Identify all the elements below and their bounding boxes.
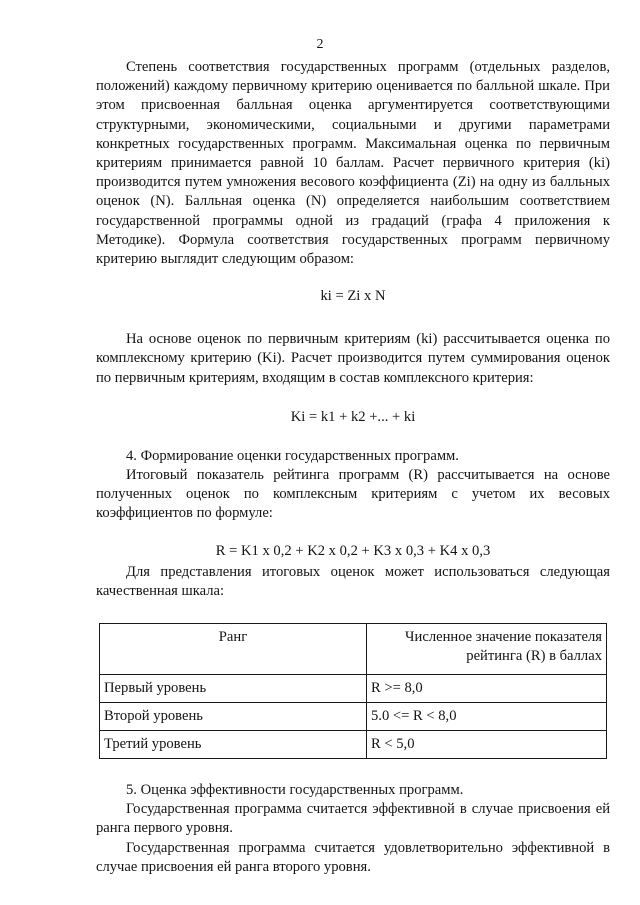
- document-body: [96, 58, 610, 877]
- paragraph-satisfactory: Государственная программа считается удовлетворительно эффективной в случае присвоения ей ранга второго уровня.: [96, 839, 610, 875]
- header-rank: Ранг: [100, 624, 367, 675]
- rank-scale-table: [99, 623, 607, 759]
- value-cell: R >= 8,0: [367, 675, 607, 703]
- formula-complex-criterion: Ki = k1 + k2 +... + ki: [290, 408, 416, 425]
- formula-rating: R = K1 x 0,2 + K2 x 0,2 + K3 x 0,3 + K4 x 0,3: [215, 542, 491, 559]
- rank-cell: Третий уровень: [100, 731, 367, 759]
- header-numeric-value: [367, 624, 607, 675]
- formula-primary-criterion: ki = Zi x N: [320, 288, 386, 305]
- table-row: [100, 675, 607, 703]
- section-5-title: 5. Оценка эффективности государственных программ.: [126, 782, 464, 799]
- rank-cell: Второй уровень: [100, 703, 367, 731]
- paragraph-quality-scale: Для представления итоговых оценок может использоваться следующая качественная шкала:: [96, 563, 610, 599]
- page-number: 2: [316, 37, 324, 52]
- table-row: [100, 731, 607, 759]
- header-value-line2: рейтинга (R) в баллах: [466, 648, 602, 665]
- paragraph-complex-criterion: На основе оценок по первичным критериям (ki) рассчитывается оценка по комплексному критерию (Ki). Расчет производится путем суммирования оценок по первичным критериям, входящим в состав комплексного критерия:: [96, 331, 610, 386]
- paragraph-rating-indicator: Итоговый показатель рейтинга программ (R) рассчитывается на основе полученных оценок по комплексным критериям с учетом их весовых коэффициентов по формуле:: [96, 467, 610, 522]
- table-header-row: [100, 624, 607, 675]
- rank-cell: Первый уровень: [100, 675, 367, 703]
- value-cell: R < 5,0: [367, 731, 607, 759]
- value-cell: 5.0 <= R < 8,0: [367, 703, 607, 731]
- section-4-title: 4. Формирование оценки государственных программ.: [126, 447, 459, 464]
- paragraph-effective: Государственная программа считается эффективной в случае присвоения ей ранга первого уровня.: [96, 801, 610, 837]
- paragraph-scoring-method: Степень соответствия государственных программ (отдельных разделов, положений) каждому первичному критерию оценивается по балльной шкале. При этом присвоенная балльная оценка аргументируется соответствующими структурными, экономическими, социальными и другими параметрами конкретных государственных программ. Максимальная оценка по первичным критериям принимается равной 10 баллам. Расчет первичного критерия (ki) производится путем умножения весового коэффициента (Zi) на одну из балльных оценок (N). Балльная оценка (N) определяется наибольшим соответствием государственной программы одной из градаций (графа 4 приложения к Методике). Формула соответствия государственных программ первичному критерию выглядит следующим образом:: [96, 59, 610, 268]
- table-row: [100, 703, 607, 731]
- header-value-line1: Численное значение показателя: [405, 629, 602, 646]
